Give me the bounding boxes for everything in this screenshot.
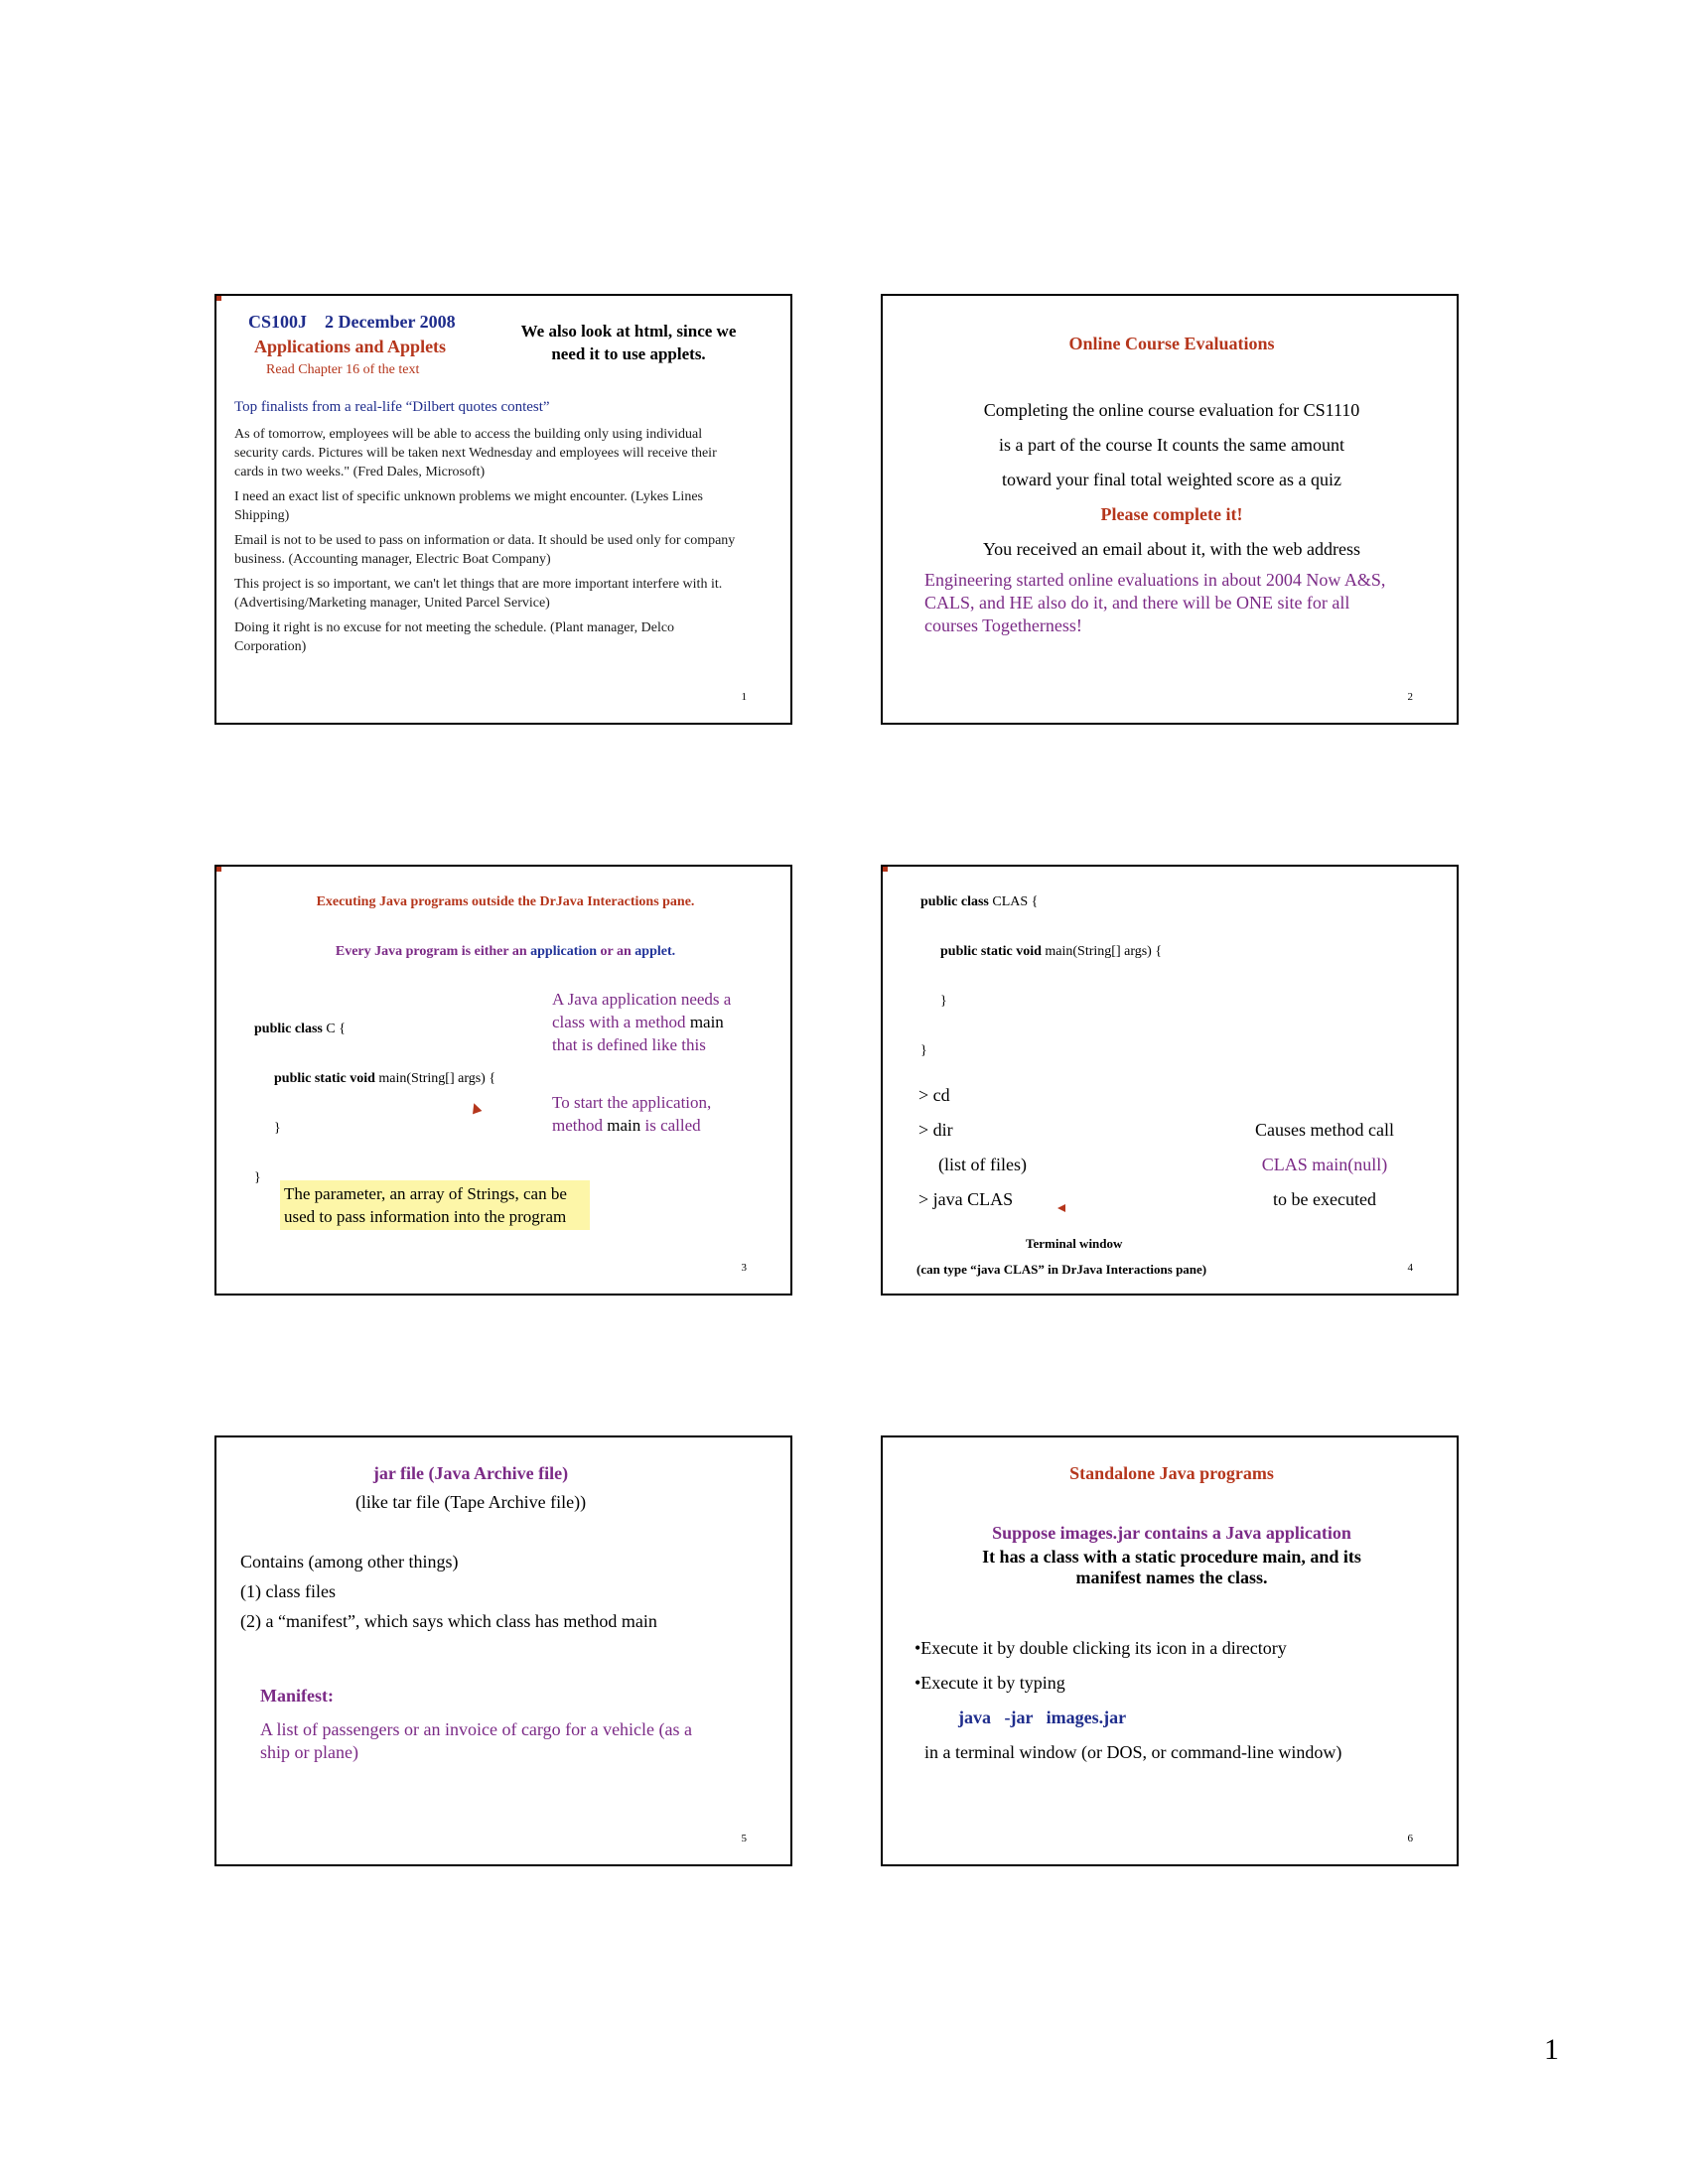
quote-item: Email is not to be used to pass on information or data. It should be used only for company business. (Accounting manager, Electric Boat Company)	[234, 533, 736, 567]
bullet-item: •Execute it by double clicking its icon in a directory	[914, 1638, 1287, 1658]
contents-list	[240, 1547, 657, 1636]
note-part: A Java application needs a class with a method	[552, 990, 732, 1031]
note-keyword: main	[607, 1116, 641, 1135]
method-call-note	[1230, 1113, 1419, 1217]
terminal-note: in a terminal window (or DOS, or command-line window)	[924, 1742, 1342, 1762]
slide-subtitle: (like tar file (Tape Archive file))	[354, 1492, 587, 1512]
slide-number: 3	[741, 1262, 747, 1274]
body-line: is a part of the course It counts the same amount	[999, 435, 1344, 455]
application-term: application	[530, 944, 598, 959]
body-line: You received an email about it, with the web address	[982, 539, 1361, 559]
slide-2	[881, 294, 1459, 725]
start-note	[552, 1091, 751, 1137]
application-note	[552, 988, 751, 1056]
section-heading: Top finalists from a real-life “Dilbert quotes contest”	[234, 399, 550, 415]
footnote: (can type “java CLAS” in DrJava Interactions pane)	[916, 1262, 1207, 1277]
slide-6	[881, 1435, 1459, 1866]
page-number: 1	[1544, 2033, 1559, 2066]
slide-marker	[216, 296, 221, 301]
terminal-line: > cd	[918, 1085, 950, 1105]
code-keyword: public static void	[940, 944, 1042, 959]
note-line: CLAS main(null)	[1261, 1155, 1388, 1174]
class-description: It has a class with a static procedure main, and its manifest names the class.	[982, 1547, 1361, 1587]
pointer-arrow-icon	[470, 1102, 483, 1115]
subtitle-part: Every Java program is either an	[335, 944, 531, 959]
slide-marker	[883, 867, 888, 872]
slide-5	[214, 1435, 792, 1866]
code-main-line	[274, 1071, 495, 1087]
code-class-line	[920, 894, 1038, 910]
slide-title: Executing Java programs outside the DrJava Interactions pane.	[316, 894, 695, 909]
quote-list	[234, 425, 746, 662]
code-main-line	[940, 944, 1162, 960]
terminal-line: (list of files)	[938, 1155, 1027, 1174]
body-line: toward your final total weighted score as a quiz	[1002, 470, 1341, 489]
slide-title: jar file (Java Archive file)	[372, 1463, 569, 1483]
terminal-line: > java CLAS	[918, 1189, 1014, 1209]
quote-item: As of tomorrow, employees will be able to access the building only using individual security cards. Pictures will be taken next Wednesday and employees will receive their cards in two weeks." (Fred Dales, Microsoft)	[234, 427, 717, 479]
slide-title: Online Course Evaluations	[1068, 334, 1275, 353]
code-brace: }	[274, 1121, 281, 1136]
slide-title: Applications and Applets	[254, 337, 447, 356]
reading-note: Read Chapter 16 of the text	[266, 362, 420, 377]
slide-subtitle	[216, 944, 794, 960]
slide-number: 1	[741, 691, 747, 703]
slide-3	[214, 865, 792, 1296]
subtitle-part: or an	[597, 944, 635, 959]
slide-number: 2	[1407, 691, 1413, 703]
slide-number: 4	[1407, 1262, 1413, 1274]
code-keyword: public class	[254, 1022, 323, 1036]
note-part: To start the application, method	[552, 1093, 712, 1135]
code-text: main(String[] args) {	[374, 1071, 496, 1086]
callout-box: The parameter, an array of Strings, can be used to pass information into the program	[280, 1180, 590, 1230]
code-text: C {	[322, 1022, 346, 1036]
note-part: is called	[640, 1116, 701, 1135]
lecture-date: 2 December 2008	[325, 312, 456, 332]
list-item: (2) a “manifest”, which says which class has method main	[240, 1611, 657, 1631]
course-code: CS100J	[248, 312, 308, 332]
applet-term: applet.	[634, 944, 676, 959]
note-keyword: main	[689, 1013, 724, 1031]
body-text	[883, 393, 1461, 567]
slide-number: 6	[1407, 1833, 1413, 1844]
aside-note: We also look at html, since we need it to use applets.	[520, 322, 737, 363]
quote-item: Doing it right is no excuse for not meeting the schedule. (Plant manager, Delco Corporation)	[234, 620, 675, 654]
manifest-definition: A list of passengers or an invoice of cargo for a vehicle (as a ship or plane)	[260, 1719, 693, 1762]
note-part: that is defined like this	[552, 1035, 706, 1054]
code-class-line	[254, 1022, 346, 1037]
list-item: (1) class files	[240, 1581, 336, 1601]
emphasis-line: Please complete it!	[1100, 504, 1243, 524]
slide-number: 5	[741, 1833, 747, 1844]
slide-marker	[216, 867, 221, 872]
terminal-line: > dir	[918, 1120, 953, 1140]
list-item: Contains (among other things)	[240, 1552, 459, 1571]
quote-item: I need an exact list of specific unknown problems we might encounter. (Lykes Lines Shipping)	[234, 489, 703, 523]
pointer-arrow-icon	[1057, 1204, 1065, 1212]
code-keyword: public static void	[274, 1071, 375, 1086]
quote-item: This project is so important, we can't let things that are more important interfere with it. (Advertising/Marketing manager, United Parcel Service)	[234, 577, 723, 611]
note-line: to be executed	[1273, 1189, 1376, 1209]
slide-1	[214, 294, 792, 725]
code-brace: }	[254, 1170, 261, 1185]
history-note: Engineering started online evaluations in about 2004 Now A&S, CALS, and HE also do it, and there will be ONE site for all courses Togetherness!	[924, 570, 1386, 635]
code-text: CLAS {	[988, 894, 1039, 909]
code-brace: }	[940, 994, 947, 1009]
terminal-commands	[918, 1078, 1027, 1217]
body-line: Completing the online course evaluation for CS1110	[983, 400, 1360, 420]
bullet-item: •Execute it by typing	[914, 1673, 1065, 1693]
code-brace: }	[920, 1043, 927, 1058]
manifest-heading: Manifest:	[260, 1686, 334, 1706]
slide-title: Standalone Java programs	[1069, 1463, 1274, 1483]
terminal-caption: Terminal window	[1026, 1236, 1123, 1251]
note-line: Causes method call	[1255, 1120, 1394, 1140]
code-text: main(String[] args) {	[1041, 944, 1163, 959]
slide-4	[881, 865, 1459, 1296]
suppose-line: Suppose images.jar contains a Java application	[992, 1523, 1351, 1543]
course-date	[248, 312, 456, 333]
code-keyword: public class	[920, 894, 989, 909]
jar-command: java -jar images.jar	[958, 1707, 1127, 1727]
